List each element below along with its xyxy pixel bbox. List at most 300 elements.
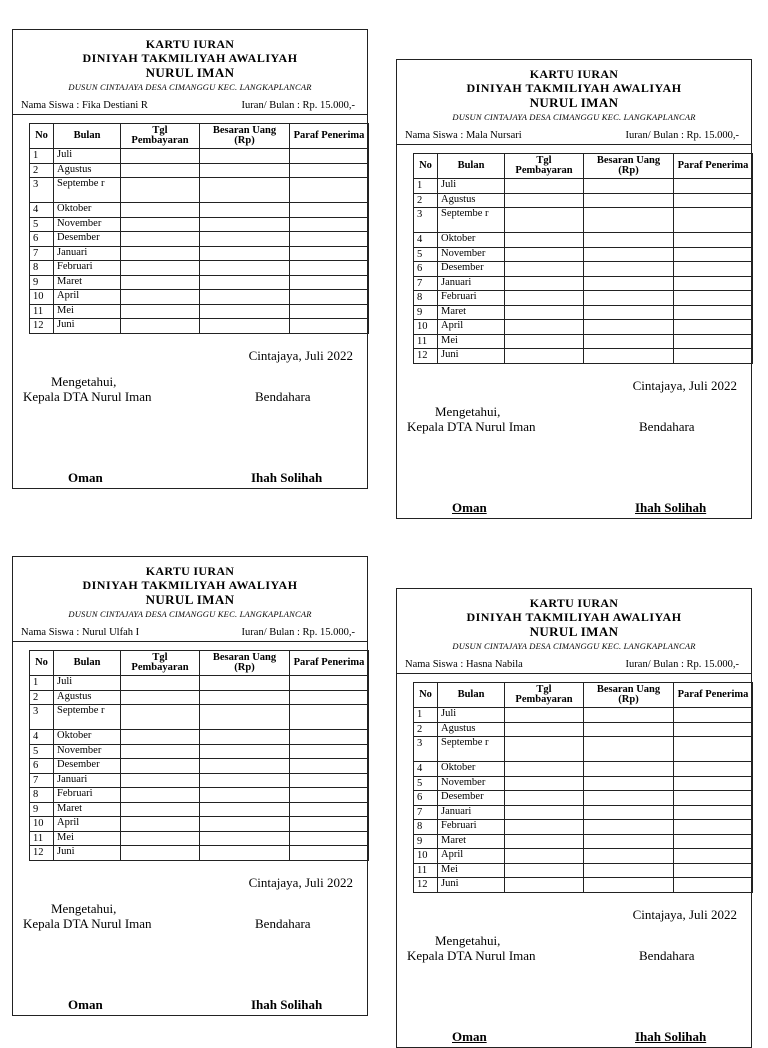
cell-bulan: Januari xyxy=(438,276,505,291)
cell-paraf xyxy=(674,878,753,893)
mengetahui-label: Mengetahui, xyxy=(435,403,501,419)
bendahara-label: Bendahara xyxy=(639,418,695,434)
cell-bulan: April xyxy=(438,849,505,864)
cell-no: 9 xyxy=(30,802,54,817)
card-header xyxy=(13,565,367,619)
table-row xyxy=(30,232,369,247)
student-name: Nama Siswa : Nurul Ulfah I xyxy=(21,627,140,639)
cell-no: 2 xyxy=(414,722,438,737)
cell-no: 12 xyxy=(30,319,54,334)
cell-besaran xyxy=(584,762,674,777)
cell-besaran xyxy=(200,705,290,730)
cell-no: 12 xyxy=(414,349,438,364)
cell-no: 5 xyxy=(414,776,438,791)
kepala-name: Oman xyxy=(68,996,103,1012)
table-row xyxy=(414,349,753,364)
cell-no: 8 xyxy=(414,820,438,835)
cell-besaran xyxy=(584,863,674,878)
cell-paraf xyxy=(290,759,369,774)
iuran-amount: Iuran/ Bulan : Rp. 15.000,- xyxy=(625,659,739,671)
cell-bulan: Mei xyxy=(438,863,505,878)
cell-besaran xyxy=(584,722,674,737)
kepala-label: Kepala DTA Nurul Iman xyxy=(23,915,152,931)
cell-paraf xyxy=(674,737,753,762)
table-row xyxy=(414,291,753,306)
table-row xyxy=(30,304,369,319)
cell-besaran xyxy=(584,708,674,723)
cell-no: 8 xyxy=(30,261,54,276)
cell-paraf xyxy=(290,304,369,319)
payment-table xyxy=(29,123,369,334)
cell-bulan: Desember xyxy=(438,262,505,277)
cell-bulan: Juni xyxy=(54,846,121,861)
cell-tgl xyxy=(121,730,200,745)
col-paraf: Paraf Penerima xyxy=(674,154,753,179)
card-title: KARTU IURAN xyxy=(145,564,235,578)
col-bulan: Bulan xyxy=(438,683,505,708)
cell-bulan: Agustus xyxy=(54,690,121,705)
table-row xyxy=(414,776,753,791)
table-row xyxy=(414,334,753,349)
cell-tgl xyxy=(121,232,200,247)
cell-bulan: Septembe r xyxy=(54,705,121,730)
cell-tgl xyxy=(121,759,200,774)
cell-no: 11 xyxy=(414,334,438,349)
cell-besaran xyxy=(584,320,674,335)
cell-bulan: Agustus xyxy=(438,722,505,737)
cell-bulan: Septembe r xyxy=(438,737,505,762)
table-row xyxy=(30,802,369,817)
cell-paraf xyxy=(674,305,753,320)
payment-table xyxy=(413,153,753,364)
cell-besaran xyxy=(584,247,674,262)
cell-paraf xyxy=(674,233,753,248)
table-row xyxy=(30,744,369,759)
table-row xyxy=(30,690,369,705)
cell-tgl xyxy=(505,863,584,878)
cell-paraf xyxy=(674,291,753,306)
kepala-name: Oman xyxy=(452,499,487,515)
table-row xyxy=(414,737,753,762)
cell-paraf xyxy=(290,676,369,691)
cell-tgl xyxy=(121,178,200,203)
cell-tgl xyxy=(121,217,200,232)
kepala-label: Kepala DTA Nurul Iman xyxy=(407,418,536,434)
cell-paraf xyxy=(290,773,369,788)
card-header xyxy=(13,38,367,92)
cell-tgl xyxy=(505,834,584,849)
cell-besaran xyxy=(584,262,674,277)
cell-bulan: Maret xyxy=(438,305,505,320)
col-besaran: Besaran Uang (Rp) xyxy=(200,651,290,676)
table-row xyxy=(30,149,369,164)
cell-bulan: Juli xyxy=(54,676,121,691)
cell-tgl xyxy=(121,246,200,261)
cell-paraf xyxy=(290,149,369,164)
cell-paraf xyxy=(290,744,369,759)
student-name: Nama Siswa : Fika Destiani R xyxy=(21,100,148,112)
cell-no: 6 xyxy=(414,262,438,277)
cell-paraf xyxy=(674,849,753,864)
cell-paraf xyxy=(290,846,369,861)
cell-bulan: Mei xyxy=(54,304,121,319)
cell-paraf xyxy=(674,349,753,364)
cell-paraf xyxy=(290,163,369,178)
col-bulan: Bulan xyxy=(54,124,121,149)
cell-tgl xyxy=(121,319,200,334)
cell-paraf xyxy=(290,275,369,290)
bendahara-label: Bendahara xyxy=(639,947,695,963)
cell-besaran xyxy=(584,849,674,864)
cell-bulan: November xyxy=(438,776,505,791)
cell-no: 3 xyxy=(414,208,438,233)
table-header xyxy=(30,124,369,149)
cell-no: 1 xyxy=(30,149,54,164)
cell-besaran xyxy=(584,305,674,320)
cell-paraf xyxy=(674,708,753,723)
cell-tgl xyxy=(505,722,584,737)
cell-paraf xyxy=(290,817,369,832)
cell-tgl xyxy=(505,878,584,893)
cell-no: 12 xyxy=(414,878,438,893)
cell-bulan: Februari xyxy=(438,820,505,835)
cell-bulan: Oktober xyxy=(438,762,505,777)
card-header xyxy=(397,68,751,122)
place-date: Cintajaya, Juli 2022 xyxy=(248,347,353,363)
table-row xyxy=(414,305,753,320)
cell-paraf xyxy=(674,834,753,849)
cell-besaran xyxy=(200,290,290,305)
cell-paraf xyxy=(290,290,369,305)
cell-tgl xyxy=(121,304,200,319)
table-header xyxy=(30,651,369,676)
table-row xyxy=(30,163,369,178)
cell-besaran xyxy=(200,744,290,759)
cell-paraf xyxy=(290,246,369,261)
table-row xyxy=(30,178,369,203)
cell-besaran xyxy=(200,304,290,319)
table-row xyxy=(414,247,753,262)
card-title: KARTU IURAN xyxy=(529,67,619,81)
table-row xyxy=(30,275,369,290)
cell-paraf xyxy=(674,776,753,791)
cell-no: 4 xyxy=(414,233,438,248)
cell-tgl xyxy=(505,820,584,835)
cell-bulan: Mei xyxy=(54,831,121,846)
iuran-amount: Iuran/ Bulan : Rp. 15.000,- xyxy=(625,130,739,142)
institution-name: NURUL IMAN xyxy=(145,64,235,80)
col-besaran: Besaran Uang (Rp) xyxy=(584,154,674,179)
cell-bulan: November xyxy=(438,247,505,262)
school-name: DINIYAH TAKMILIYAH AWALIYAH xyxy=(466,80,682,95)
col-paraf: Paraf Penerima xyxy=(290,124,369,149)
bendahara-name: Ihah Solihah xyxy=(251,996,323,1012)
cell-bulan: Septembe r xyxy=(54,178,121,203)
address: DUSUN CINTAJAYA DESA CIMANGGU KEC. LANGKAPLANCAR xyxy=(68,608,312,619)
student-info xyxy=(13,100,367,115)
table-row xyxy=(414,849,753,864)
cell-tgl xyxy=(505,276,584,291)
cell-tgl xyxy=(121,846,200,861)
table-row xyxy=(30,773,369,788)
cell-tgl xyxy=(505,762,584,777)
cell-paraf xyxy=(290,730,369,745)
cell-tgl xyxy=(505,320,584,335)
cell-no: 4 xyxy=(30,730,54,745)
table-row xyxy=(414,722,753,737)
cell-besaran xyxy=(200,232,290,247)
table-row xyxy=(30,217,369,232)
cell-paraf xyxy=(674,193,753,208)
cell-tgl xyxy=(121,705,200,730)
cell-paraf xyxy=(674,334,753,349)
cell-besaran xyxy=(584,276,674,291)
bendahara-label: Bendahara xyxy=(255,388,311,404)
cell-tgl xyxy=(121,275,200,290)
institution-name: NURUL IMAN xyxy=(529,94,619,110)
cell-bulan: April xyxy=(438,320,505,335)
cell-bulan: Mei xyxy=(438,334,505,349)
cell-besaran xyxy=(200,203,290,218)
student-info xyxy=(397,130,751,145)
cell-bulan: November xyxy=(54,744,121,759)
table-row xyxy=(30,817,369,832)
cell-no: 1 xyxy=(414,179,438,194)
table-row xyxy=(414,193,753,208)
bendahara-name: Ihah Solihah xyxy=(251,469,323,485)
cell-paraf xyxy=(290,802,369,817)
table-row xyxy=(30,290,369,305)
table-row xyxy=(30,759,369,774)
mengetahui-label: Mengetahui, xyxy=(51,373,117,389)
cell-no: 11 xyxy=(30,304,54,319)
cell-bulan: Oktober xyxy=(54,730,121,745)
cell-paraf xyxy=(674,247,753,262)
col-no: No xyxy=(30,651,54,676)
cell-besaran xyxy=(200,275,290,290)
cell-tgl xyxy=(505,179,584,194)
cell-paraf xyxy=(290,261,369,276)
cell-bulan: Agustus xyxy=(54,163,121,178)
cell-no: 3 xyxy=(30,705,54,730)
cell-paraf xyxy=(290,178,369,203)
col-besaran: Besaran Uang (Rp) xyxy=(584,683,674,708)
cell-no: 5 xyxy=(414,247,438,262)
cell-no: 7 xyxy=(30,773,54,788)
col-paraf: Paraf Penerima xyxy=(674,683,753,708)
cell-besaran xyxy=(584,208,674,233)
cell-bulan: Juli xyxy=(438,179,505,194)
cell-besaran xyxy=(200,178,290,203)
cell-bulan: Maret xyxy=(438,834,505,849)
col-bulan: Bulan xyxy=(438,154,505,179)
cell-besaran xyxy=(200,846,290,861)
cell-bulan: Januari xyxy=(54,246,121,261)
col-no: No xyxy=(414,683,438,708)
table-row xyxy=(30,730,369,745)
cell-bulan: Desember xyxy=(54,232,121,247)
cell-tgl xyxy=(505,349,584,364)
iuran-card xyxy=(12,29,368,489)
cell-besaran xyxy=(200,773,290,788)
address: DUSUN CINTAJAYA DESA CIMANGGU KEC. LANGKAPLANCAR xyxy=(68,81,312,92)
cell-bulan: Desember xyxy=(54,759,121,774)
kepala-label: Kepala DTA Nurul Iman xyxy=(23,388,152,404)
cell-paraf xyxy=(290,831,369,846)
table-row xyxy=(414,762,753,777)
iuran-amount: Iuran/ Bulan : Rp. 15.000,- xyxy=(241,627,355,639)
cell-bulan: Desember xyxy=(438,791,505,806)
cell-tgl xyxy=(505,708,584,723)
cell-tgl xyxy=(505,193,584,208)
cell-no: 7 xyxy=(414,276,438,291)
cell-no: 9 xyxy=(414,834,438,849)
cell-paraf xyxy=(290,705,369,730)
mengetahui-label: Mengetahui, xyxy=(435,932,501,948)
cell-no: 6 xyxy=(30,759,54,774)
cell-bulan: April xyxy=(54,817,121,832)
payment-table xyxy=(29,650,369,861)
cell-paraf xyxy=(290,690,369,705)
cell-no: 2 xyxy=(30,690,54,705)
cell-besaran xyxy=(200,246,290,261)
mengetahui-label: Mengetahui, xyxy=(51,900,117,916)
cell-tgl xyxy=(121,203,200,218)
cell-paraf xyxy=(674,820,753,835)
cell-paraf xyxy=(674,276,753,291)
cell-paraf xyxy=(674,320,753,335)
cell-besaran xyxy=(200,759,290,774)
cell-paraf xyxy=(674,762,753,777)
cell-besaran xyxy=(200,730,290,745)
cell-paraf xyxy=(674,791,753,806)
cell-besaran xyxy=(200,831,290,846)
cell-no: 1 xyxy=(414,708,438,723)
cell-besaran xyxy=(200,319,290,334)
cell-besaran xyxy=(200,690,290,705)
signature-block xyxy=(13,897,367,1012)
cell-besaran xyxy=(584,820,674,835)
cell-no: 11 xyxy=(414,863,438,878)
cell-tgl xyxy=(505,791,584,806)
table-row xyxy=(30,246,369,261)
cell-no: 9 xyxy=(414,305,438,320)
bendahara-name: Ihah Solihah xyxy=(635,1028,707,1044)
cell-tgl xyxy=(121,163,200,178)
cell-paraf xyxy=(290,203,369,218)
cell-bulan: Septembe r xyxy=(438,208,505,233)
col-bulan: Bulan xyxy=(54,651,121,676)
table-row xyxy=(30,203,369,218)
cell-bulan: Juli xyxy=(438,708,505,723)
cell-paraf xyxy=(290,217,369,232)
table-row xyxy=(414,708,753,723)
card-title: KARTU IURAN xyxy=(145,37,235,51)
cell-no: 10 xyxy=(30,817,54,832)
cell-tgl xyxy=(121,817,200,832)
cell-tgl xyxy=(505,262,584,277)
cell-bulan: Februari xyxy=(438,291,505,306)
table-header xyxy=(414,154,753,179)
cell-bulan: Juni xyxy=(438,878,505,893)
cell-besaran xyxy=(584,791,674,806)
cell-besaran xyxy=(200,802,290,817)
cell-tgl xyxy=(505,233,584,248)
table-row xyxy=(30,676,369,691)
cell-no: 8 xyxy=(30,788,54,803)
cell-besaran xyxy=(200,788,290,803)
cell-besaran xyxy=(584,193,674,208)
cell-tgl xyxy=(121,788,200,803)
school-name: DINIYAH TAKMILIYAH AWALIYAH xyxy=(82,577,298,592)
cell-tgl xyxy=(505,334,584,349)
cell-no: 7 xyxy=(414,805,438,820)
cell-no: 5 xyxy=(30,217,54,232)
bendahara-name: Ihah Solihah xyxy=(635,499,707,515)
iuran-amount: Iuran/ Bulan : Rp. 15.000,- xyxy=(241,100,355,112)
table-row xyxy=(414,179,753,194)
kepala-label: Kepala DTA Nurul Iman xyxy=(407,947,536,963)
cell-tgl xyxy=(505,776,584,791)
col-tgl: Tgl Pembayaran xyxy=(121,651,200,676)
cell-besaran xyxy=(584,805,674,820)
cell-paraf xyxy=(674,208,753,233)
payment-table xyxy=(413,682,753,893)
col-no: No xyxy=(414,154,438,179)
cell-besaran xyxy=(200,261,290,276)
table-row xyxy=(30,705,369,730)
cell-bulan: Juli xyxy=(54,149,121,164)
institution-name: NURUL IMAN xyxy=(145,591,235,607)
col-no: No xyxy=(30,124,54,149)
cell-no: 6 xyxy=(30,232,54,247)
cell-no: 10 xyxy=(414,849,438,864)
cell-paraf xyxy=(290,319,369,334)
cell-no: 10 xyxy=(414,320,438,335)
cell-no: 5 xyxy=(30,744,54,759)
cell-tgl xyxy=(121,290,200,305)
cell-besaran xyxy=(584,349,674,364)
iuran-card xyxy=(396,588,752,1048)
cell-bulan: Oktober xyxy=(438,233,505,248)
cell-no: 1 xyxy=(30,676,54,691)
table-row xyxy=(30,831,369,846)
student-name: Nama Siswa : Mala Nursari xyxy=(405,130,522,142)
bendahara-label: Bendahara xyxy=(255,915,311,931)
cell-besaran xyxy=(584,776,674,791)
cell-paraf xyxy=(290,232,369,247)
cell-tgl xyxy=(121,831,200,846)
col-tgl: Tgl Pembayaran xyxy=(121,124,200,149)
cell-no: 2 xyxy=(414,193,438,208)
cell-besaran xyxy=(200,163,290,178)
cell-besaran xyxy=(200,817,290,832)
cell-tgl xyxy=(121,676,200,691)
cell-besaran xyxy=(584,737,674,762)
cell-besaran xyxy=(584,291,674,306)
iuran-card xyxy=(12,556,368,1016)
cell-besaran xyxy=(584,334,674,349)
cell-tgl xyxy=(121,744,200,759)
cell-bulan: Juni xyxy=(438,349,505,364)
cell-no: 3 xyxy=(30,178,54,203)
table-row xyxy=(414,208,753,233)
table-row xyxy=(414,878,753,893)
cell-tgl xyxy=(121,149,200,164)
cell-paraf xyxy=(674,805,753,820)
cell-no: 6 xyxy=(414,791,438,806)
cell-paraf xyxy=(674,179,753,194)
